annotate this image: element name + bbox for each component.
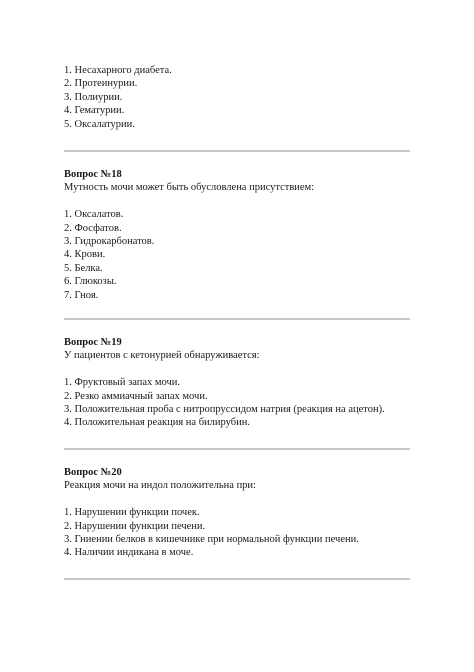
question-heading: Вопрос №19 (64, 337, 122, 348)
question-heading: Вопрос №18 (64, 169, 122, 180)
option-item: 2. Нарушении функции печени. (64, 520, 206, 532)
option-item: 1. Оксалатов. (64, 209, 124, 221)
section-divider (64, 150, 410, 152)
option-item: 2. Протеинурии. (64, 78, 138, 90)
question-text: Мутность мочи может быть обусловлена присутствием: (64, 182, 315, 194)
question-text: У пациентов с кетонурией обнаруживается: (64, 350, 260, 362)
question-18 (64, 168, 410, 302)
option-item: 5. Оксалатурии. (64, 118, 135, 130)
section-divider (64, 318, 410, 320)
option-item: 1. Несахарного диабета. (64, 65, 172, 76)
option-item: 7. Гноя. (64, 289, 99, 301)
option-item: 3. Гниении белков в кишечнике при нормальной функции печени. (64, 534, 359, 546)
option-item: 5. Белка. (64, 262, 103, 274)
option-item: 2. Резко аммиачный запах мочи. (64, 390, 208, 402)
section-divider (64, 448, 410, 450)
question-text: Реакция мочи на индол положительна при: (64, 480, 256, 492)
question-20 (64, 466, 410, 560)
option-item: 3. Полиурии. (64, 91, 123, 103)
option-item: 1. Фруктовый запах мочи. (64, 377, 181, 389)
option-item: 4. Гематурии. (64, 105, 125, 117)
question-19 (64, 336, 410, 430)
option-item: 1. Нарушении функции почек. (64, 507, 200, 519)
option-item: 3. Положительная проба с нитропруссидом натрия (реакция на ацетон). (64, 404, 385, 416)
option-item: 4. Положительная реакция на билирубин. (64, 417, 250, 429)
option-item: 4. Крови. (64, 249, 106, 261)
option-item: 3. Гидрокарбонатов. (64, 236, 155, 248)
previous-question-options (64, 64, 410, 131)
question-heading: Вопрос №20 (64, 467, 122, 478)
option-item: 2. Фосфатов. (64, 222, 122, 234)
option-item: 4. Наличии индикана в моче. (64, 547, 194, 559)
option-item: 6. Глюкозы. (64, 276, 117, 288)
section-divider (64, 578, 410, 580)
